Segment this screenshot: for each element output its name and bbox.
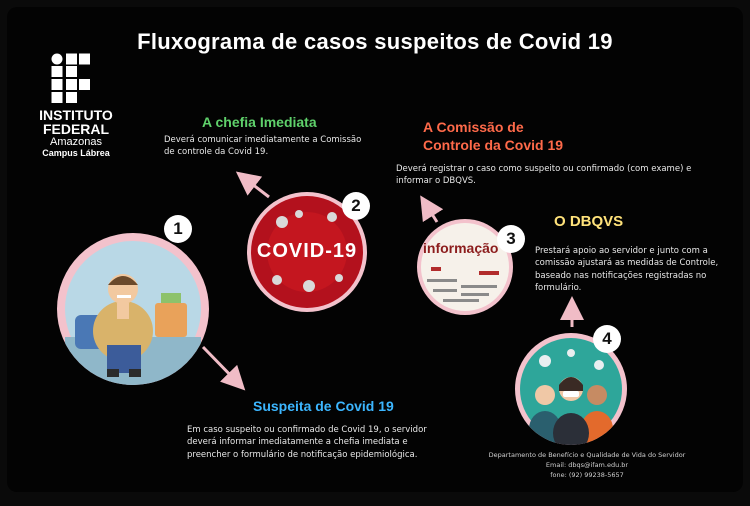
- step-2-heading: A chefia Imediata: [202, 114, 317, 130]
- step-1-heading: Suspeita de Covid 19: [253, 398, 394, 414]
- arrow-to-step-3-text: [425, 203, 437, 222]
- step-2-number-badge: 2: [342, 192, 370, 220]
- step-4-text: Prestará apoio ao servidor e junto com a comissão ajustará as medidas de Controle, baseado nas notificações registradas no formulário.: [535, 246, 719, 293]
- step-3-heading-line-1: A Comissão de: [423, 119, 524, 135]
- arrow-to-step-2-text: [243, 177, 269, 197]
- step-1-text: Em caso suspeito ou confirmado de Covid 19, o servidor deverá informar imediatamente a chefia imediata e preencher o formulário de notificação epidemiológica.: [187, 425, 427, 460]
- step-3-heading-line-2: Controle da Covid 19: [423, 137, 564, 153]
- step-3-image-label: informação: [423, 240, 499, 256]
- institute-logo-text: [21, 108, 131, 158]
- step-1-illustration: [57, 233, 209, 385]
- flowchart-poster: [7, 7, 743, 492]
- logo-line-1: INSTITUTO: [39, 107, 113, 123]
- footer-contact: [457, 451, 717, 480]
- step-2-text: Deverá comunicar imediatamente a Comissão de controle da Covid 19.: [164, 135, 362, 158]
- step-3-number-badge: 3: [497, 225, 525, 253]
- footer-department: Departamento de Benefício e Qualidade de Vida do Servidor: [488, 451, 686, 459]
- logo-line-3: Amazonas: [50, 136, 102, 148]
- step-1-number-badge: 1: [164, 215, 192, 243]
- footer-email: Email: dbqs@ifam.edu.br: [545, 460, 629, 469]
- step-4-heading: O DBQVS: [554, 213, 624, 230]
- step-3-text: Deverá registrar o caso como suspeito ou confirmado (com exame) e informar o DBQVS.: [396, 164, 692, 187]
- logo-line-4: Campus Lábrea: [42, 148, 110, 158]
- step-2-image-label: COVID-19: [256, 240, 358, 262]
- sick-person-icon: [57, 233, 209, 385]
- word-cloud-icon: [421, 223, 509, 311]
- logo-line-2: FEDERAL: [42, 121, 110, 137]
- arrow-to-step-1-text: [203, 347, 239, 384]
- step-4-number-badge: 4: [593, 325, 621, 353]
- footer-phone: fone: (92) 99238-5657: [550, 470, 624, 479]
- poster-title: Fluxograma de casos suspeitos de Covid 19: [137, 29, 613, 54]
- institute-logo-icon: [51, 53, 91, 103]
